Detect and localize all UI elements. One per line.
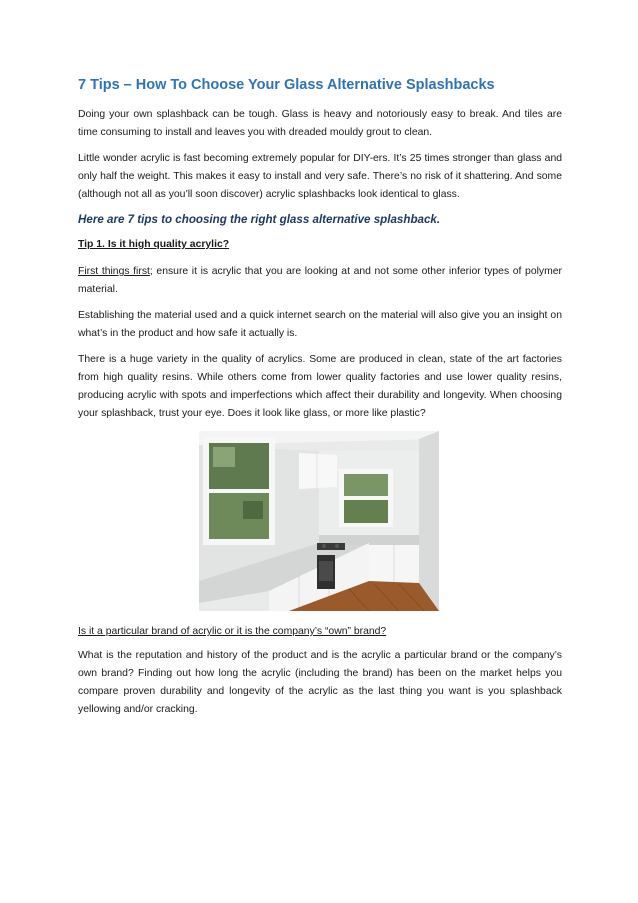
kitchen-photo-container [78, 431, 562, 611]
intro-paragraph-2: Little wonder acrylic is fast becoming extremely popular for DIY-ers. It’s 25 times stronger than glass and only half the weight. This makes it easy to install and very safe. There’s no risk of it shattering. And some (although not all as you’ll soon discover) acrylic splashbacks look identical to glass. [78, 153, 562, 200]
kitchen-photo [199, 431, 439, 611]
tip1-lead-phrase: First things first [78, 266, 150, 277]
tips-subheading: Here are 7 tips to choosing the right glass alternative splashback. [78, 213, 441, 226]
brand-paragraph: What is the reputation and history of the product and is the acrylic a particular brand or the company’s own brand? Finding out how long the acrylic (including the brand) has been on the market helps you compare proven durability and longevity of the acrylic as the last thing you want is you splashback yellowing and/or cracking. [78, 650, 562, 715]
intro-paragraph-1: Doing your own splashback can be tough. Glass is heavy and notoriously easy to break. And tiles are time consuming to install and leaves you with dreaded mouldy grout to clean. [78, 109, 562, 138]
tip1-paragraph-1 [78, 263, 562, 299]
tip1-paragraph-1-text: ; ensure it is acrylic that you are looking at and not some other inferior types of polymer material. [78, 266, 562, 295]
document-page [78, 76, 562, 727]
tip1-paragraph-2: Establishing the material used and a quick internet search on the material will also give you an insight on what’s in the product and how safe it actually is. [78, 310, 562, 339]
tip1-heading: Tip 1. Is it high quality acrylic? [78, 239, 230, 250]
tip1-paragraph-3: There is a huge variety in the quality of acrylics. Some are produced in clean, state of the art factories from high quality resins. While others come from lower quality factories and use lower quality resins, producing acrylic with spots and imperfections which affect their durability and longevity. When choosing your splashback, trust your eye. Does it look like glass, or more like plastic? [78, 354, 562, 419]
page-title: 7 Tips – How To Choose Your Glass Alternative Splashbacks [78, 77, 495, 93]
brand-heading: Is it a particular brand of acrylic or it is the company’s “own” brand? [78, 626, 387, 637]
